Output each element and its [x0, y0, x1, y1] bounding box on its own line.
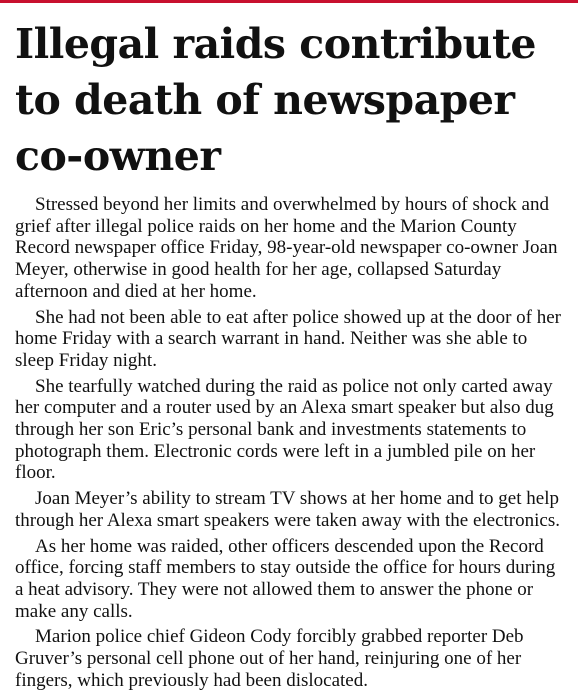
- top-accent-rule: [0, 0, 578, 3]
- article: [15, 16, 565, 695]
- article-paragraph: Joan Meyer’s ability to stream TV shows at her home and to get help through her Alexa smart speakers were taken away with the electronics.: [15, 488, 560, 531]
- article-paragraph: As her home was raided, other officers descended upon the Record office, forcing staff members to stay outside the office for hours during a heat advisory. They were not allowed them to answer the phone or make any calls.: [15, 535, 556, 622]
- article-paragraph: She tearfully watched during the raid as police not only carted away her computer and a router used by an Alexa smart speaker but also dug through her son Eric’s personal bank and investments statements to photograph them. Electronic cords were left in a jumbled pile on her floor.: [15, 375, 554, 484]
- article-paragraph: She had not been able to eat after police showed up at the door of her home Friday with a search warrant in hand. Neither was she able to sleep Friday night.: [15, 306, 562, 371]
- article-paragraph: Marion police chief Gideon Cody forcibly grabbed reporter Deb Gruver’s personal cell phone out of her hand, reinjuring one of her fingers, which previously had been dislocated.: [15, 626, 524, 691]
- article-body: [15, 194, 565, 691]
- headline: Illegal raids contribute to death of newspaper co-owner: [15, 20, 536, 180]
- article-paragraph: Stressed beyond her limits and overwhelmed by hours of shock and grief after illegal police raids on her home and the Marion County Record newspaper office Friday, 98-year-old newspaper co-owner Joan Meyer, otherwise in good health for her age, collapsed Saturday afternoon and died at her home.: [15, 194, 558, 302]
